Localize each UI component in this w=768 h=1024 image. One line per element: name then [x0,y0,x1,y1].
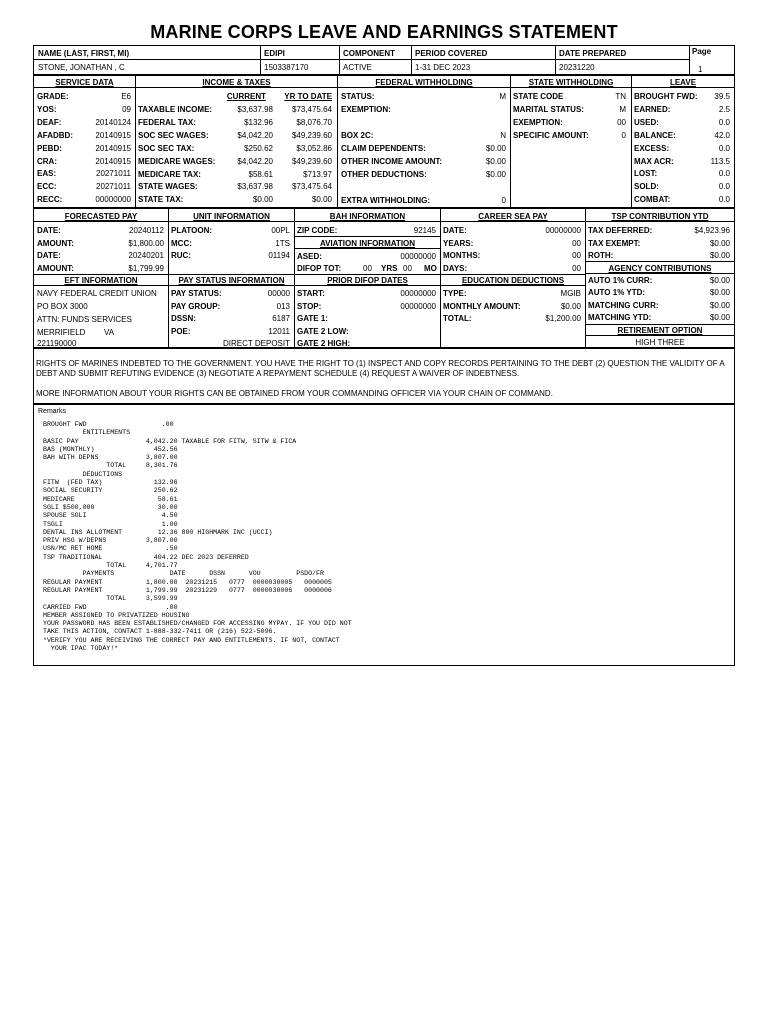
agency-contributions-title: AGENCY CONTRIBUTIONS [608,264,712,273]
rights-block [33,348,735,404]
period-value: 1-31 DEC 2023 [415,63,471,72]
state-row-label: SPECIFIC AMOUNT: [513,130,589,140]
service-row-value: 20140915 [95,156,131,166]
leave-row-value: 0.0 [718,182,730,192]
prior-difop-title: PRIOR DIFOP DATES [327,276,408,285]
fed-status-value: M [499,92,506,101]
income-row-ytd: $3,052.86 [296,143,332,153]
component-value: ACTIVE [343,63,372,72]
statement-title: MARINE CORPS LEAVE AND EARNINGS STATEMENT [150,22,618,42]
tsp-row-label: TAX DEFERRED: [588,226,653,235]
income-row-ytd: $49,239.60 [291,156,332,166]
income-row-label: STATE WAGES: [138,182,198,192]
leave-row-label: BROUGHT FWD: [634,92,698,101]
leave-row-value: 39.5 [714,92,730,101]
pay-status-row-value: 00000 [267,289,290,298]
unit-row-label: MCC: [171,238,192,248]
fed-exemption-label: EXEMPTION: [341,105,391,114]
difop-years-value: 00 [363,264,372,273]
eft-po-box: PO BOX 3000 [37,302,88,311]
leave-row-label: USED: [634,117,659,127]
leave-row-value: 42.0 [714,130,730,140]
leave-row-value: 2.5 [718,104,730,114]
service-data-title: SERVICE DATA [55,78,114,87]
rights-notice: RIGHTS OF MARINES INDEBTED TO THE GOVERNMENT. YOU HAVE THE RIGHT TO (1) INSPECT AND COPY RECORDS PERTAINING TO THE DEBT (2) QUESTION THE VALIDITY OF A DEBT AND SUBMIT REFUTING EVIDENCE (3) NEGOTIATE A REPAYMENT SCHEDULE (4) REQUEST A WAIVER OF INDEBTNESS. [36,359,725,378]
fed-status-label: STATUS: [341,92,375,101]
service-row-value: 09 [122,104,131,114]
remarks-title: Remarks [38,408,67,415]
zip-code-label: ZIP CODE: [297,226,338,235]
service-row-value: 20140915 [95,143,131,153]
education-row-value: MGIB [560,289,581,298]
difop-tot-label: DIFOP TOT: [297,264,342,273]
state-withholding-title: STATE WITHHOLDING [528,78,614,87]
other-deductions-label: OTHER DEDUCTIONS: [341,170,427,179]
prior-difop-row-label: START: [297,289,325,298]
header-block [33,45,735,75]
leave-row-value: 113.5 [710,156,730,166]
claim-dependents-label: CLAIM DEPENDENTS: [341,144,426,153]
income-row-label: MEDICARE WAGES: [138,156,216,166]
page-label: Page [692,47,712,56]
rights-more-info: MORE INFORMATION ABOUT YOUR RIGHTS CAN BE OBTAINED FROM YOUR COMMANDING OFFICER VIA YOUR CHAIN OF COMMAND. [36,389,553,398]
leave-row-label: MAX ACR: [634,156,674,166]
service-row-label: EAS: [37,169,57,179]
unit-row-label: RUC: [171,251,191,261]
extra-withholding-value: 0 [501,196,506,205]
tsp-row-value: $0.00 [709,238,730,248]
eft-information-title: EFT INFORMATION [64,276,138,285]
unit-row-value: 1TS [275,238,290,248]
details-block [33,208,735,348]
prepared-value: 20231220 [559,63,595,72]
pay-status-row-value: 12011 [268,326,290,336]
income-row-current: $58.61 [248,169,273,179]
pay-status-row-label: PAY STATUS: [171,289,222,298]
eft-state: VA [104,328,115,337]
income-row-current: $4,042.20 [237,156,273,166]
pay-status-row-value: 6187 [272,314,290,324]
edipi-value: 1503387170 [264,63,309,72]
service-row-label: RECC: [37,195,63,205]
leave-row-value: 0.0 [718,195,730,205]
sea-row-value: 00000000 [545,226,581,235]
difop-mo-label: MO [424,264,437,273]
unit-row-label: PLATOON: [171,226,213,235]
member-name: STONE, JONATHAN , C [38,63,125,72]
income-row-label: FEDERAL TAX: [138,117,196,127]
agency-row-label: MATCHING YTD: [588,313,652,323]
education-row-label: MONTHLY AMOUNT: [443,301,521,311]
ased-label: ASED: [297,252,322,261]
agency-row-value: $0.00 [709,300,730,310]
other-income-label: OTHER INCOME AMOUNT: [341,157,443,166]
prior-difop-row-label: STOP: [297,301,322,311]
income-row-current: $0.00 [252,195,273,205]
service-row-value: E6 [121,92,131,101]
tsp-row-value: $4,923.96 [694,226,730,235]
tsp-row-label: ROTH: [588,251,614,261]
prior-difop-row-label: GATE 2 LOW: [297,326,349,336]
leave-row-label: EXCESS: [634,143,670,153]
other-income-value: $0.00 [485,157,506,166]
service-row-value: 00000000 [95,195,131,205]
box2c-value: N [500,131,506,140]
pay-summary-block [33,75,735,208]
component-label: COMPONENT [343,49,395,58]
state-row-value: M [619,104,626,114]
sea-row-label: MONTHS: [443,251,481,261]
agency-row-value: $0.00 [709,276,730,285]
tsp-row-value: $0.00 [709,251,730,261]
agency-row-value: $0.00 [709,288,730,298]
period-label: PERIOD COVERED [415,49,488,58]
leave-row-label: SOLD: [634,182,659,192]
difop-yrs-label: YRS [381,264,398,273]
eft-city: MERRIFIELD [37,328,86,337]
federal-withholding-title: FEDERAL WITHHOLDING [375,78,473,87]
forecast-row-label: AMOUNT: [37,263,74,273]
income-row-current: $3,637.98 [237,105,273,114]
state-row-value: 0 [621,130,626,140]
income-row-current: $3,637.98 [237,182,273,192]
current-header: CURRENT [226,92,266,101]
income-row-ytd: $73,475.64 [291,182,332,192]
forecast-row-value: $1,799.99 [128,263,164,273]
income-row-ytd: $8,076.70 [296,117,332,127]
pay-status-row-label: PAY GROUP: [171,301,221,311]
sea-row-value: 00 [572,238,581,248]
service-row-value: 20271011 [96,169,131,179]
leave-row-label: COMBAT: [634,195,671,205]
unit-row-value: 01194 [268,251,290,261]
service-row-value: 20140915 [95,130,131,140]
education-row-value: $0.00 [560,301,581,311]
pay-status-row-value: 013 [276,301,290,311]
forecast-row-value: $1,800.00 [128,238,164,248]
prior-difop-row-value: 00000000 [400,289,436,298]
zip-code-value: 92145 [413,226,436,235]
tsp-contribution-title: TSP CONTRIBUTION YTD [611,212,709,221]
forecast-row-label: DATE: [37,251,61,261]
leave-row-value: 0.0 [718,117,730,127]
income-row-ytd: $713.97 [303,169,332,179]
service-row-value: 20271011 [96,182,131,192]
income-row-ytd: $49,239.60 [291,130,332,140]
agency-row-label: MATCHING CURR: [588,300,659,310]
forecast-row-label: AMOUNT: [37,238,74,248]
sea-row-value: 00 [572,263,581,273]
eft-bank-name: NAVY FEDERAL CREDIT UNION [37,289,157,298]
leave-row-value: 0.0 [718,143,730,153]
service-row-label: CRA: [37,156,57,166]
income-row-current: $250.62 [244,143,273,153]
income-row-label: STATE TAX: [138,195,184,205]
state-row-label: MARITAL STATUS: [513,104,584,114]
leave-title: LEAVE [669,78,697,87]
income-row-label: TAXABLE INCOME: [138,105,213,114]
retirement-option-title: RETIREMENT OPTION [617,326,703,335]
other-deductions-value: $0.00 [485,170,506,179]
prior-difop-row-label: GATE 1: [297,314,328,324]
education-row-label: TYPE: [443,289,467,298]
pay-status-row-label: DSSN: [171,314,196,324]
ased-value: 00000000 [400,252,436,261]
pay-method: DIRECT DEPOSIT [223,339,290,348]
bah-information-title: BAH INFORMATION [329,212,406,221]
prior-difop-row-value: 00000000 [400,301,436,311]
agency-row-label: AUTO 1% YTD: [588,288,646,298]
service-row-label: PEBD: [37,143,62,153]
box2c-label: BOX 2C: [341,131,374,140]
pay-status-row-label: POE: [171,326,191,336]
pay-status-title: PAY STATUS INFORMATION [178,276,285,285]
state-row-value: 00 [617,117,626,127]
education-row-label: TOTAL: [443,314,472,324]
state-row-label: EXEMPTION: [513,117,563,127]
sea-row-label: YEARS: [443,238,474,248]
sea-row-value: 00 [572,251,581,261]
service-row-label: AFADBD: [37,130,73,140]
income-row-label: SOC SEC WAGES: [138,130,209,140]
forecasted-pay-title: FORECASTED PAY [64,212,138,221]
tsp-row-label: TAX EXEMPT: [588,238,641,248]
prepared-label: DATE PREPARED [559,49,627,58]
income-taxes-title: INCOME & TAXES [202,78,271,87]
agency-row-label: AUTO 1% CURR: [588,276,653,285]
state-row-value: TN [615,92,626,101]
name-label: NAME (LAST, FIRST, MI) [38,49,130,58]
income-row-label: MEDICARE TAX: [138,169,201,179]
aviation-information-title: AVIATION INFORMATION [319,239,416,248]
unit-row-value: 00PL [271,226,290,235]
forecast-row-value: 20240112 [129,226,164,235]
sea-row-label: DATE: [443,226,467,235]
service-row-value: 20140124 [95,117,131,127]
education-deductions-title: EDUCATION DEDUCTIONS [461,276,565,285]
income-row-current: $132.96 [244,117,273,127]
leave-row-value: 0.0 [718,169,730,179]
income-row-ytd: $73,475.64 [291,105,332,114]
retirement-option-value: HIGH THREE [635,338,685,347]
service-row-label: GRADE: [37,92,69,101]
education-row-value: $1,200.00 [545,314,581,324]
remarks-text: BROUGHT FWD .00 ENTITLEMENTS BASIC PAY 4,042.20 TAXABLE FOR FITW, SITW & FICA BAS (MONTHLY) 452.56 BAH WITH DEPNS 3,807.00 TOTAL 8,301.76 DEDUCTIONS FITW (FED TAX) 132.96 SOCIAL SECURITY 250.62 MEDICARE 58.61 SGLI $500,000 30.00 SPOUSE SGLI 4.50 TSGLI 1.00 DENTAL INS ALLOTMENT 12.36 800 HIGHMARK INC (UCCI) PRIV HSG W/DEPNS 3,807.00 USN/MC RET HOME .50 TSP TRADITIONAL 404.22 DEC 2023 DEFERRED TOTAL 4,701.77 PAYMENTS DATE DSSN VOU PSDO/FR REGULAR PAYMENT 1,800.00 20231215 0777 0000030005 0000005 REGULAR PAYMENT 1,799.99 20231229 0777 0000030006 0000006 TOTAL 3,599.99 CARRIED FWD .00 MEMBER ASSIGNED TO PRIVATIZED HOUSING YOUR PASSWORD HAS BEEN ESTABLISHED/CHANGED FOR ACCESSING MYPAY. IF YOU DID NOT TAKE THIS ACTION, CONTACT 1-888-332-7411 OR (216) 522-5096. *VERIFY YOU ARE RECEIVING THE CORRECT PAY AND ENTITLEMENTS. IF NOT, CONTACT YOUR IPAC TODAY!* [43,421,352,653]
forecast-row-label: DATE: [37,226,61,235]
leave-row-label: EARNED: [634,104,671,114]
claim-dependents-value: $0.00 [485,144,506,153]
leave-row-label: LOST: [634,169,658,179]
sea-row-label: DAYS: [443,263,468,273]
eft-routing: 221190000 [37,339,77,348]
income-row-label: SOC SEC TAX: [138,143,195,153]
forecast-row-value: 20240201 [128,251,164,261]
edipi-label: EDIPI [264,49,285,58]
income-row-ytd: $0.00 [311,195,332,205]
eft-attn: ATTN: FUNDS SERVICES [37,315,132,324]
page-number: 1 [698,65,703,74]
ytd-header: YR TO DATE [284,92,332,101]
difop-months-value: 00 [403,264,412,273]
unit-information-title: UNIT INFORMATION [193,212,270,221]
extra-withholding-label: EXTRA WITHHOLDING: [341,196,431,205]
state-row-label: STATE CODE [513,92,564,101]
prior-difop-row-label: GATE 2 HIGH: [297,339,351,349]
service-row-label: DEAF: [37,117,62,127]
income-row-current: $4,042.20 [237,130,273,140]
agency-row-value: $0.00 [709,313,730,323]
career-sea-pay-title: CAREER SEA PAY [478,212,548,221]
service-row-label: YOS: [37,104,57,114]
leave-row-label: BALANCE: [634,130,676,140]
service-row-label: ECC: [37,182,57,192]
